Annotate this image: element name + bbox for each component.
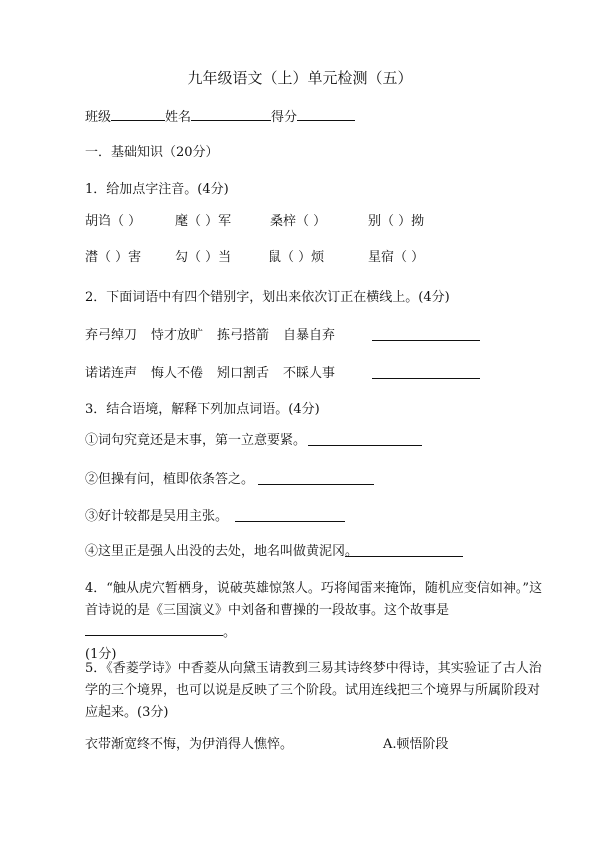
q2-word: 自暴自弃 xyxy=(283,328,336,343)
section-heading: 一．基础知识（20分） xyxy=(85,145,219,160)
q2-word: 恃才放旷 xyxy=(151,328,204,343)
q4-text: 4．“触从虎穴暂栖身，说破英雄惊煞人。巧将闻雷来掩饰，随机应变信如神。”这首诗说的是《三国演义》中刘备和曹操的一段故事。这个故事是 xyxy=(85,581,543,618)
q5-text: 5．《香菱学诗》中香菱从向黛玉请教到三易其诗终梦中得诗，其实验证了古人治学的三个境界，也可以说是反映了三个阶段。试用连线把三个境界与所属阶段对应起来。(3分) xyxy=(85,661,542,720)
q2-answer-line[interactable] xyxy=(372,366,480,384)
student-info-line xyxy=(85,108,355,126)
q3-item: ①词句究竟还是末事，第一立意要紧。 xyxy=(85,433,307,448)
q1-item: 勾（ ）当 xyxy=(175,250,232,265)
q1-item: 别（ ）拗 xyxy=(368,214,425,229)
q5-right-item: A.顿悟阶段 xyxy=(383,737,449,752)
name-blank[interactable] xyxy=(191,108,271,121)
score-label: 得分 xyxy=(271,110,298,125)
page-title: 九年级语文（上）单元检测（五） xyxy=(187,69,413,87)
q2-word: 拣弓搭箭 xyxy=(217,328,270,343)
q1-item: 星宿（ ） xyxy=(368,250,425,265)
class-blank[interactable] xyxy=(111,108,165,121)
q3-answer-line[interactable] xyxy=(258,472,374,490)
q1-item: 桑梓（ ） xyxy=(270,214,327,229)
q5-left-item: 衣带渐宽终不悔，为伊消得人憔悴。 xyxy=(85,737,294,752)
q3-answer-line[interactable] xyxy=(308,433,422,451)
q2-stem: 2．下面词语中有四个错别字，划出来依次订正在横线上。(4分) xyxy=(85,290,450,305)
score-blank[interactable] xyxy=(297,108,355,121)
q3-item: ③好计较都是吴用主张。 xyxy=(85,509,229,524)
q1-stem: 1．给加点字注音。(4分) xyxy=(85,182,229,197)
q1-item: 胡诌（ ） xyxy=(85,214,142,229)
q2-word: 弃弓绰刀 xyxy=(85,328,138,343)
q2-word: 诺诺连声 xyxy=(85,366,138,381)
q3-answer-line[interactable] xyxy=(345,544,463,562)
q3-item: ②但操有问，植即依条答之。 xyxy=(85,472,255,487)
q1-item: 鼠（ ）烦 xyxy=(268,250,325,265)
q3-stem: 3．结合语境，解释下列加点词语。(4分) xyxy=(85,402,320,417)
q2-word: 不睬人事 xyxy=(283,366,336,381)
q3-answer-line[interactable] xyxy=(235,509,345,527)
q1-item: 澘（ ）害 xyxy=(85,250,142,265)
q4-block xyxy=(85,578,547,666)
q2-word: 矧口割舌 xyxy=(217,366,270,381)
q1-item: 麾（ ）军 xyxy=(175,214,232,229)
class-label: 班级 xyxy=(85,110,112,125)
q4-answer-line[interactable] xyxy=(85,623,223,636)
q2-word: 悔人不倦 xyxy=(151,366,204,381)
q2-answer-line[interactable] xyxy=(372,328,480,346)
q4-end: 。 xyxy=(223,625,237,640)
q3-item: ④这里正是强人出没的去处，地名叫做黄泥冈。 xyxy=(85,544,359,559)
q4-score: (1分) xyxy=(85,647,117,662)
name-label: 姓名 xyxy=(165,110,192,125)
